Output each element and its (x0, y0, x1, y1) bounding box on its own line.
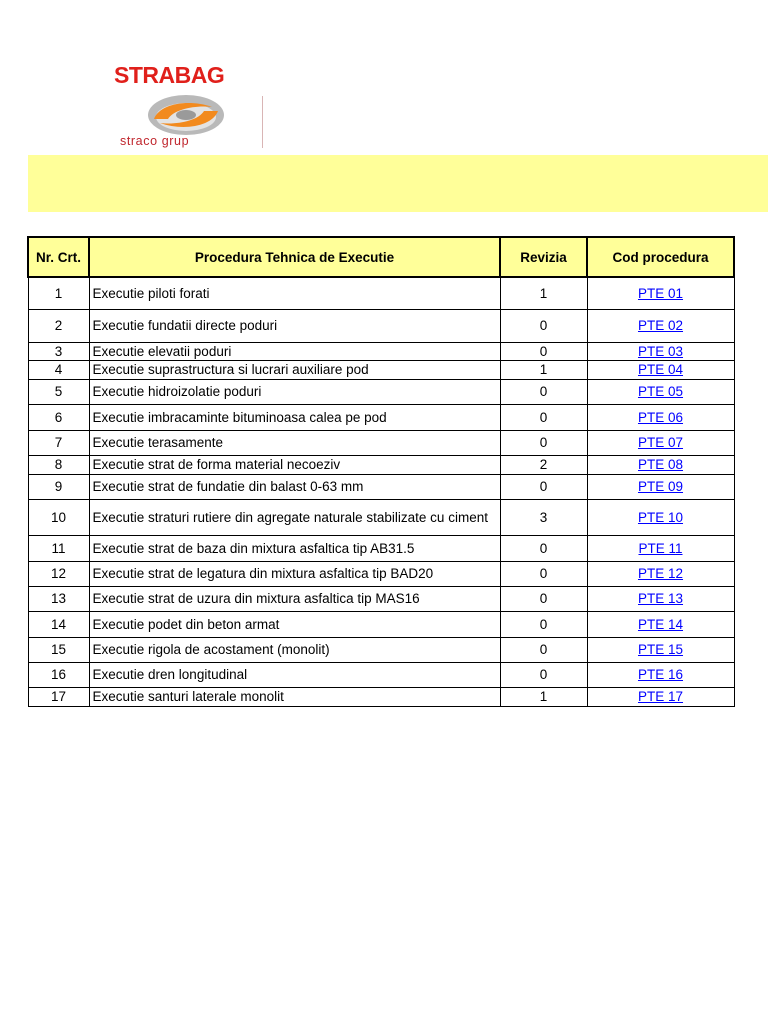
table-row (28, 535, 734, 561)
row-revision: 0 (500, 404, 587, 430)
row-number: 17 (28, 687, 89, 706)
procedure-link-pte-02[interactable]: PTE 02 (637, 318, 684, 333)
procedure-link-pte-11[interactable]: PTE 11 (638, 540, 683, 556)
row-code-cell (587, 309, 734, 342)
row-revision: 0 (500, 474, 587, 499)
row-number: 13 (28, 586, 89, 611)
table-header-row (28, 237, 734, 277)
procedure-link-pte-09[interactable]: PTE 09 (637, 479, 684, 494)
row-procedure: Executie strat de legatura din mixtura asfaltica tip BAD20 (89, 561, 500, 586)
row-revision: 1 (500, 360, 587, 379)
table-row (28, 586, 734, 611)
header-revizia: Revizia (500, 237, 587, 277)
row-procedure: Executie suprastructura si lucrari auxiliare pod (89, 360, 500, 379)
table-row (28, 455, 734, 474)
header-nr-crt: Nr. Crt. (28, 237, 89, 277)
row-revision: 0 (500, 535, 587, 561)
row-number: 14 (28, 611, 89, 637)
procedure-link-pte-05[interactable]: PTE 05 (637, 384, 684, 399)
procedures-table (27, 236, 735, 707)
row-procedure: Executie piloti forati (89, 277, 500, 309)
row-revision: 0 (500, 342, 587, 360)
row-procedure: Executie strat de baza din mixtura asfaltica tip AB31.5 (89, 535, 500, 561)
row-code-cell (587, 611, 734, 637)
row-revision: 0 (500, 309, 587, 342)
row-revision: 1 (500, 277, 587, 309)
row-number: 11 (28, 535, 89, 561)
row-number: 16 (28, 662, 89, 687)
procedure-link-pte-16[interactable]: PTE 16 (637, 667, 684, 682)
logo-divider (262, 96, 263, 148)
procedure-link-pte-03[interactable]: PTE 03 (637, 343, 684, 359)
table-row (28, 662, 734, 687)
table-row (28, 474, 734, 499)
row-procedure: Executie podet din beton armat (89, 611, 500, 637)
logo-mark-icon (146, 93, 226, 137)
row-code-cell (587, 535, 734, 561)
row-revision: 0 (500, 379, 587, 404)
procedure-link-pte-06[interactable]: PTE 06 (637, 409, 684, 425)
row-number: 4 (28, 360, 89, 379)
row-number: 6 (28, 404, 89, 430)
row-number: 7 (28, 430, 89, 455)
row-procedure: Executie strat de fundatie din balast 0-63 mm (89, 474, 500, 499)
row-code-cell (587, 637, 734, 662)
table-row (28, 611, 734, 637)
logo-subtitle-text: straco grup (120, 134, 190, 148)
row-revision: 3 (500, 499, 587, 535)
procedure-link-pte-15[interactable]: PTE 15 (637, 642, 684, 657)
table-row (28, 637, 734, 662)
row-number: 9 (28, 474, 89, 499)
row-revision: 0 (500, 586, 587, 611)
table-row (28, 379, 734, 404)
row-code-cell (587, 474, 734, 499)
row-number: 1 (28, 277, 89, 309)
procedure-link-pte-14[interactable]: PTE 14 (637, 616, 684, 632)
row-code-cell (587, 430, 734, 455)
row-procedure: Executie hidroizolatie poduri (89, 379, 500, 404)
row-code-cell (587, 455, 734, 474)
table-row (28, 342, 734, 360)
row-code-cell (587, 360, 734, 379)
row-procedure: Executie imbracaminte bituminoasa calea pe pod (89, 404, 500, 430)
row-code-cell (587, 499, 734, 535)
row-procedure: Executie elevatii poduri (89, 342, 500, 360)
table-row (28, 561, 734, 586)
header-banner (28, 155, 768, 212)
row-number: 2 (28, 309, 89, 342)
procedure-link-pte-04[interactable]: PTE 04 (637, 362, 684, 377)
logo-brand-text: STRABAG (114, 62, 225, 88)
procedure-link-pte-17[interactable]: PTE 17 (637, 689, 684, 704)
row-code-cell (587, 379, 734, 404)
row-procedure: Executie santuri laterale monolit (89, 687, 500, 706)
row-number: 15 (28, 637, 89, 662)
procedure-link-pte-01[interactable]: PTE 01 (637, 285, 684, 301)
table-row (28, 499, 734, 535)
row-revision: 0 (500, 611, 587, 637)
row-revision: 0 (500, 662, 587, 687)
company-logo (106, 62, 266, 152)
header-cod-procedura: Cod procedura (587, 237, 734, 277)
procedure-link-pte-07[interactable]: PTE 07 (637, 435, 684, 450)
row-procedure: Executie strat de forma material necoeziv (89, 455, 500, 474)
row-code-cell (587, 662, 734, 687)
row-procedure: Executie straturi rutiere din agregate naturale stabilizate cu ciment (89, 499, 500, 535)
row-revision: 0 (500, 637, 587, 662)
table-row (28, 687, 734, 706)
row-number: 8 (28, 455, 89, 474)
row-code-cell (587, 687, 734, 706)
procedure-link-pte-13[interactable]: PTE 13 (637, 591, 684, 606)
row-procedure: Executie dren longitudinal (89, 662, 500, 687)
row-revision: 0 (500, 561, 587, 586)
row-procedure: Executie strat de uzura din mixtura asfaltica tip MAS16 (89, 586, 500, 611)
procedure-link-pte-10[interactable]: PTE 10 (637, 509, 684, 525)
row-procedure: Executie rigola de acostament (monolit) (89, 637, 500, 662)
header-procedura: Procedura Tehnica de Executie (89, 237, 500, 277)
row-number: 5 (28, 379, 89, 404)
row-code-cell (587, 404, 734, 430)
table-row (28, 277, 734, 309)
row-code-cell (587, 342, 734, 360)
row-revision: 1 (500, 687, 587, 706)
row-code-cell (587, 277, 734, 309)
row-code-cell (587, 561, 734, 586)
table-row (28, 360, 734, 379)
table-row (28, 309, 734, 342)
row-code-cell (587, 586, 734, 611)
row-procedure: Executie terasamente (89, 430, 500, 455)
row-procedure: Executie fundatii directe poduri (89, 309, 500, 342)
procedure-link-pte-12[interactable]: PTE 12 (637, 566, 684, 581)
procedure-link-pte-08[interactable]: PTE 08 (637, 457, 684, 472)
row-number: 3 (28, 342, 89, 360)
row-number: 12 (28, 561, 89, 586)
table-row (28, 430, 734, 455)
row-revision: 2 (500, 455, 587, 474)
row-number: 10 (28, 499, 89, 535)
row-revision: 0 (500, 430, 587, 455)
table-row (28, 404, 734, 430)
